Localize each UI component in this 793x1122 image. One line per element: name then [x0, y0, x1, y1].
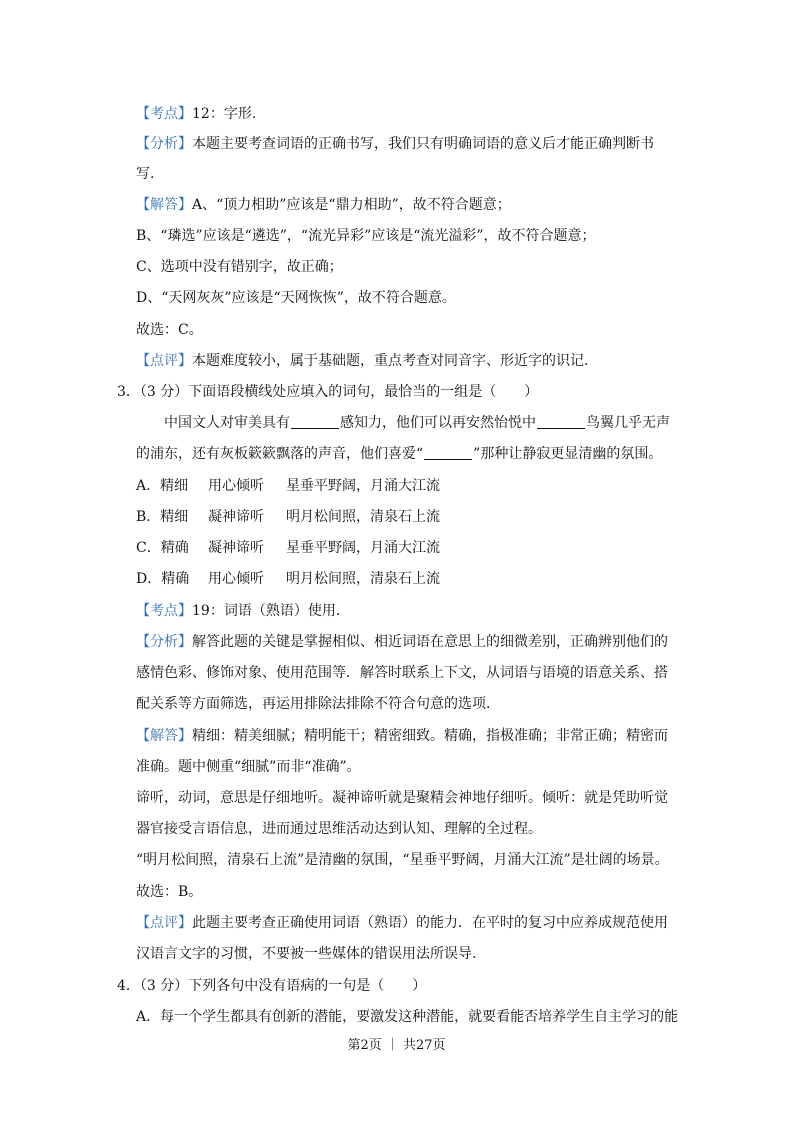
- question-3-stem: 3．（3 分）下面语段横线处应填入的词句，最恰当的一组是（ ）: [117, 384, 539, 400]
- q3-jieda-cont-4: “明月松间照，清泉石上流”是清幽的氛围，“星垂平野阔，月涌大江流”是壮阔的场景。: [136, 852, 669, 868]
- passage-text: 中国文人对审美具有: [164, 415, 290, 431]
- page-footer: 第2页 ｜ 共27页: [347, 1038, 446, 1053]
- kaodian-tag: 【考点】: [136, 603, 192, 619]
- option-word: 凝神谛听: [208, 540, 264, 556]
- fenxi-text: 解答此题的关键是掌握相似、相近词语在意思上的细微差别，正确辨别他们的: [192, 634, 668, 650]
- passage-text: ”那种让静寂更显清幽的氛围。: [473, 446, 663, 462]
- dianping-tag: 【点评】: [136, 915, 192, 931]
- question-4-stem: 4．（3 分）下列各句中没有语病的一句是（ ）: [117, 978, 427, 994]
- option-phrase: 星垂平野阔，月涌大江流: [286, 540, 440, 556]
- kaodian-text: 19：词语（熟语）使用.: [192, 603, 341, 619]
- jieda-text: 精细：精美细腻；精明能干；精密细致。精确，指极准确；非常正确；精密而: [192, 728, 668, 744]
- q3-kaodian-line: [136, 601, 340, 621]
- option-c: [136, 538, 440, 558]
- fenxi-text: 本题主要考查词语的正确书写，我们只有明确词语的意义后才能正确判断书: [192, 136, 654, 152]
- jieda-line-c: C、选项中没有错别字，故正确；: [136, 259, 343, 275]
- kaodian-line: [136, 104, 256, 124]
- q3-dianping-cont: 汉语言文字的习惯，不要被一些媒体的错误用法所误导.: [136, 946, 477, 962]
- option-phrase: 明月松间照，清泉石上流: [286, 509, 440, 525]
- option-label: A．精细: [136, 478, 189, 494]
- option-d: [136, 569, 440, 589]
- jieda-text: A、“顶力相助”应该是“鼎力相助”，故不符合题意；: [192, 197, 511, 213]
- fenxi-tag: 【分析】: [136, 136, 192, 152]
- q3-jieda-cont-2: 谛听，动词，意思是仔细地听。凝神谛听就是聚精会神地仔细听。倾听：就是凭助听觉: [136, 790, 668, 806]
- option-phrase: 明月松间照，清泉石上流: [286, 571, 440, 587]
- option-word: 凝神谛听: [208, 509, 264, 525]
- passage-text: 感知力，他们可以再安然怡悦中: [340, 415, 536, 431]
- option-phrase: 星垂平野阔，月涌大江流: [286, 478, 440, 494]
- q3-fenxi-line: [136, 632, 668, 652]
- q3-jieda-cont-3: 器官接受言语信息，进而通过思维活动达到认知、理解的全过程。: [136, 821, 542, 837]
- dianping-line: [136, 351, 588, 371]
- q3-answer-line: 故选：B。: [136, 884, 203, 900]
- option-word: 用心倾听: [208, 571, 264, 587]
- question-4-option-a: A．每一个学生都具有创新的潜能，要激发这种潜能，就要看能否培养学生自主学习的能: [136, 1009, 679, 1025]
- fenxi-tag: 【分析】: [136, 634, 192, 650]
- option-b: [136, 507, 440, 527]
- q3-fenxi-cont-2: 配关系等方面筛选，再运用排除法排除不符合句意的选项.: [136, 696, 491, 712]
- passage-line-1: [164, 413, 670, 433]
- fenxi-text-cont: 写.: [136, 166, 155, 182]
- jieda-line-d: D、“天网灰灰”应该是“天网恢恢”，故不符合题意。: [136, 290, 456, 306]
- option-a: [136, 476, 440, 496]
- option-label: B．精细: [136, 509, 189, 525]
- option-label: C．精确: [136, 540, 189, 556]
- option-word: 用心倾听: [208, 478, 264, 494]
- answer-line: 故选：C。: [136, 322, 203, 338]
- jieda-line: [136, 195, 511, 215]
- passage-text: 的浦东，还有灰板簌簌飘落的声音，他们喜爱“: [136, 446, 424, 462]
- q3-jieda-line: [136, 726, 668, 746]
- kaodian-text: 12：字形.: [192, 106, 257, 122]
- fill-blank-2: [537, 414, 585, 429]
- dianping-tag: 【点评】: [136, 353, 192, 369]
- q3-jieda-cont-1: 准确。题中侧重“细腻”而非“准确”。: [136, 759, 361, 775]
- jieda-line-b: B、“璘选”应该是“遴选”，“流光异彩”应该是“流光溢彩”，故不符合题意；: [136, 228, 596, 244]
- q3-fenxi-cont-1: 感情色彩、修饰对象、使用范围等．解答时联系上下文，从词语与语境的语意关系、搭: [136, 665, 668, 681]
- option-label: D．精确: [136, 571, 190, 587]
- fenxi-line: [136, 134, 654, 154]
- jieda-tag: 【解答】: [136, 197, 192, 213]
- passage-line-2: [136, 444, 662, 464]
- q3-dianping-line: [136, 913, 668, 933]
- fill-blank-3: [424, 445, 472, 460]
- dianping-text: 此题主要考查正确使用词语（熟语）的能力．在平时的复习中应养成规范使用: [192, 915, 668, 931]
- kaodian-tag: 【考点】: [136, 106, 192, 122]
- fill-blank-1: [291, 414, 339, 429]
- dianping-text: 本题难度较小，属于基础题，重点考查对同音字、形近字的识记.: [192, 353, 589, 369]
- passage-text: 鸟翼几乎无声: [586, 415, 670, 431]
- jieda-tag: 【解答】: [136, 728, 192, 744]
